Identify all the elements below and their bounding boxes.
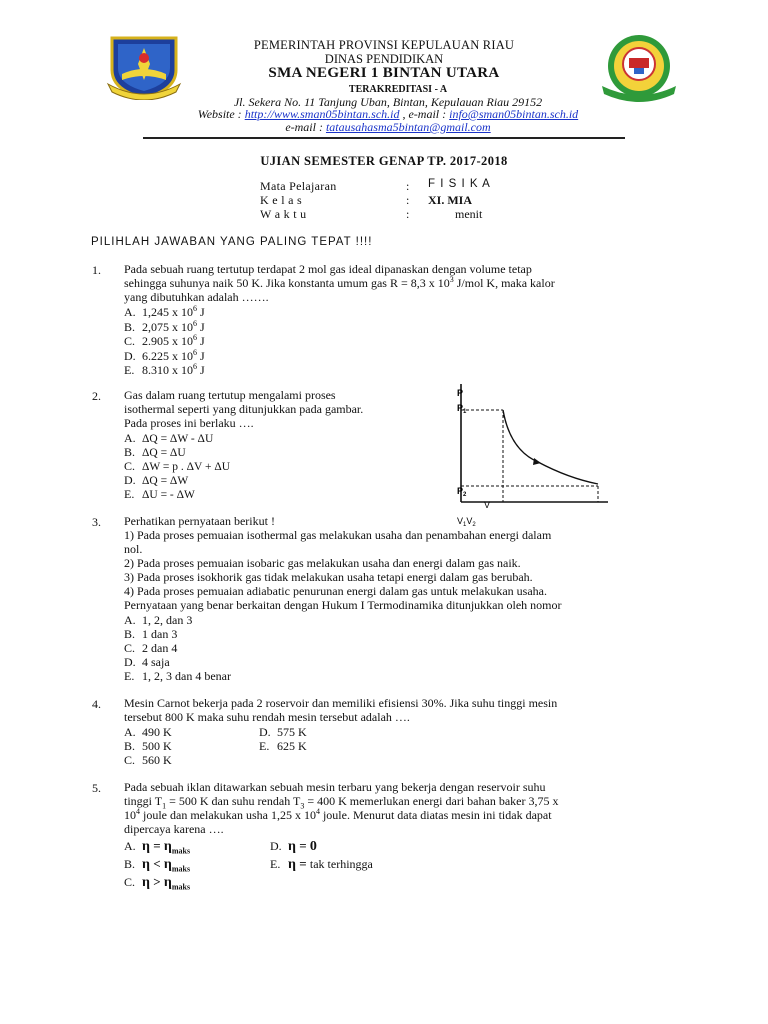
- q5-line1: Pada sebuah iklan ditawarkan sebuah mesin terbaru yang bekerja dengan reservoir suhu: [124, 780, 546, 794]
- q5-line4: dipercaya karena ….: [124, 822, 224, 836]
- q4-line1: Mesin Carnot bekerja pada 2 roservoir dan memiliki efisiensi 30%. Jika suhu tinggi mesin: [124, 696, 558, 710]
- q3-statement-2: 2) Pada proses pemuaian isobaric gas melakukan usaha dan energi dalam gas naik.: [124, 556, 521, 570]
- instruction: PILIHLAH JAWABAN YANG PALING TEPAT !!!!: [91, 236, 373, 248]
- q3-option[interactable]: B. 1 dan 3: [124, 627, 178, 641]
- exam-title: UJIAN SEMESTER GENAP TP. 2017-2018: [260, 154, 508, 168]
- q5-option[interactable]: B. $\eta < \eta_{maks}$: [124, 856, 191, 874]
- q3-statement-4: 4) Pada proses pemuaian adiabatic penurunan energi dalam gas untuk melakukan usaha.: [124, 584, 547, 598]
- q2-option[interactable]: C. ΔW = p . ΔV + ΔU: [124, 459, 231, 473]
- class-value: XI. MIA: [428, 193, 472, 207]
- q3-statement-1a: 1) Pada proses pemuaian isothermal gas melakukan usaha dan penambahan energi dalam: [124, 528, 552, 542]
- q4-line2: tersebut 800 K maka suhu rendah mesin tersebut adalah ….: [124, 710, 410, 724]
- q5-option[interactable]: C. $\eta > \eta_{maks}$: [124, 874, 191, 892]
- q5-option[interactable]: D. η = 0: [270, 838, 317, 854]
- website-label: Website :: [197, 107, 242, 121]
- q3-option[interactable]: D. 4 saja: [124, 655, 170, 669]
- graph-v-label: V: [484, 500, 491, 510]
- q3-intro: Perhatikan pernyataan berikut !: [124, 514, 275, 528]
- q4-option[interactable]: E. 625 K: [259, 739, 307, 753]
- q1-option[interactable]: D. 6.225 x $10^6$ J: [124, 347, 205, 363]
- q1-option[interactable]: C. 2.905 x $10^6$ J: [124, 333, 205, 348]
- q1-option[interactable]: E. 8.310 x $10^6$ J: [124, 362, 205, 377]
- pv-isothermal-graph: [448, 380, 618, 530]
- header-department: DINAS PENDIDIKAN: [324, 52, 444, 66]
- header-government: PEMERINTAH PROVINSI KEPULAUAN RIAU: [253, 38, 515, 52]
- q1-line3: yang dibutuhkan adalah …….: [124, 290, 269, 304]
- q3-statement-3: 3) Pada proses isokhorik gas tidak melakukan usaha tetapi energi dalam gas berubah.: [124, 570, 533, 584]
- time-label: W a k t u: [260, 207, 307, 221]
- q5-option[interactable]: E. η = tak terhingga: [270, 856, 373, 872]
- website-link[interactable]: http://www.sman05bintan.sch.id: [244, 107, 400, 121]
- q1-number: 1.: [92, 263, 101, 277]
- q4-number: 4.: [92, 697, 101, 711]
- q1-option[interactable]: A. 1,245 x $10^6$ J: [124, 304, 205, 319]
- header-email-line: [4, 120, 768, 135]
- q4-option[interactable]: B. 500 K: [124, 739, 172, 753]
- class-colon: :: [406, 193, 410, 207]
- q3-option[interactable]: C. 2 dan 4: [124, 641, 178, 655]
- q2-line2: isothermal seperti yang ditunjukkan pada gambar.: [124, 402, 364, 416]
- q5-option[interactable]: A. $\eta = \eta_{maks}$: [124, 838, 191, 856]
- class-label: K e l a s: [260, 193, 303, 207]
- q2-line3: Pada proses ini berlaku ….: [124, 416, 254, 430]
- email-link-1[interactable]: info@sman05bintan.sch.id: [449, 107, 579, 121]
- q5-line3: $10^4$ joule dan melakukan usha 1,25 x $10^4$ joule. Menurut data diatas mesin ini tidak dapat: [124, 807, 552, 822]
- subject-colon: :: [406, 179, 410, 193]
- q3-option[interactable]: E. 1, 2, 3 dan 4 benar: [124, 669, 231, 683]
- time-value: menit: [455, 207, 483, 221]
- q4-option[interactable]: C. 560 K: [124, 753, 172, 767]
- graph-p2: $P_2$: [457, 486, 467, 498]
- q4-option[interactable]: D. 575 K: [259, 725, 307, 739]
- q1-option[interactable]: B. 2,075 x $10^6$ J: [124, 318, 205, 334]
- graph-v1v2: $V_1V_2$: [457, 516, 476, 528]
- subject-label: Mata Pelajaran: [260, 179, 337, 193]
- q3-question: Pernyataan yang benar berkaitan dengan Hukum I Termodinamika ditunjukkan oleh nomor: [124, 598, 562, 612]
- header-accreditation: TERAKREDITASI - A: [348, 84, 448, 95]
- email2-label: e-mail :: [285, 120, 323, 134]
- q1-line1: Pada sebuah ruang tertutup terdapat 2 mol gas ideal dipanaskan dengan volume tetap: [124, 262, 532, 276]
- q2-line1: Gas dalam ruang tertutup mengalami proses: [124, 388, 336, 402]
- q3-option[interactable]: A. 1, 2, dan 3: [124, 613, 193, 627]
- time-colon: :: [406, 207, 410, 221]
- q5-number: 5.: [92, 781, 101, 795]
- q3-number: 3.: [92, 515, 101, 529]
- header-address: Jl. Sekera No. 11 Tanjung Uban, Bintan, Kepulauan Riau 29152: [233, 95, 543, 109]
- email-mid-label: , e-mail :: [402, 107, 447, 121]
- q2-option[interactable]: A. ΔQ = ΔW - ΔU: [124, 431, 214, 445]
- header-divider: [143, 137, 625, 139]
- subject-value: F I S I K A: [428, 178, 491, 190]
- email-link-2[interactable]: tatausahasma5bintan@gmail.com: [325, 120, 491, 134]
- q2-number: 2.: [92, 389, 101, 403]
- q4-option[interactable]: A. 490 K: [124, 725, 172, 739]
- graph-p1: $P_1$: [457, 403, 467, 415]
- q2-option[interactable]: D. ΔQ = ΔW: [124, 473, 189, 487]
- graph-p-axis: P: [457, 388, 464, 398]
- q3-statement-1b: nol.: [124, 542, 143, 556]
- q1-line2: sehingga suhunya naik 50 K. Jika konstanta umum gas R = 8,3 x $10^3$ J/mol K, maka kalor: [124, 275, 555, 290]
- q2-option[interactable]: E. ΔU = - ΔW: [124, 487, 195, 501]
- q5-line2: tinggi $T_1 = 500$ K dan suhu rendah $T_3 = 400$ K memerlukan energi dari bahan baker 3,75 x: [124, 794, 559, 811]
- header-school-name: SMA NEGERI 1 BINTAN UTARA: [268, 65, 500, 81]
- q2-option[interactable]: B. ΔQ = ΔU: [124, 445, 186, 459]
